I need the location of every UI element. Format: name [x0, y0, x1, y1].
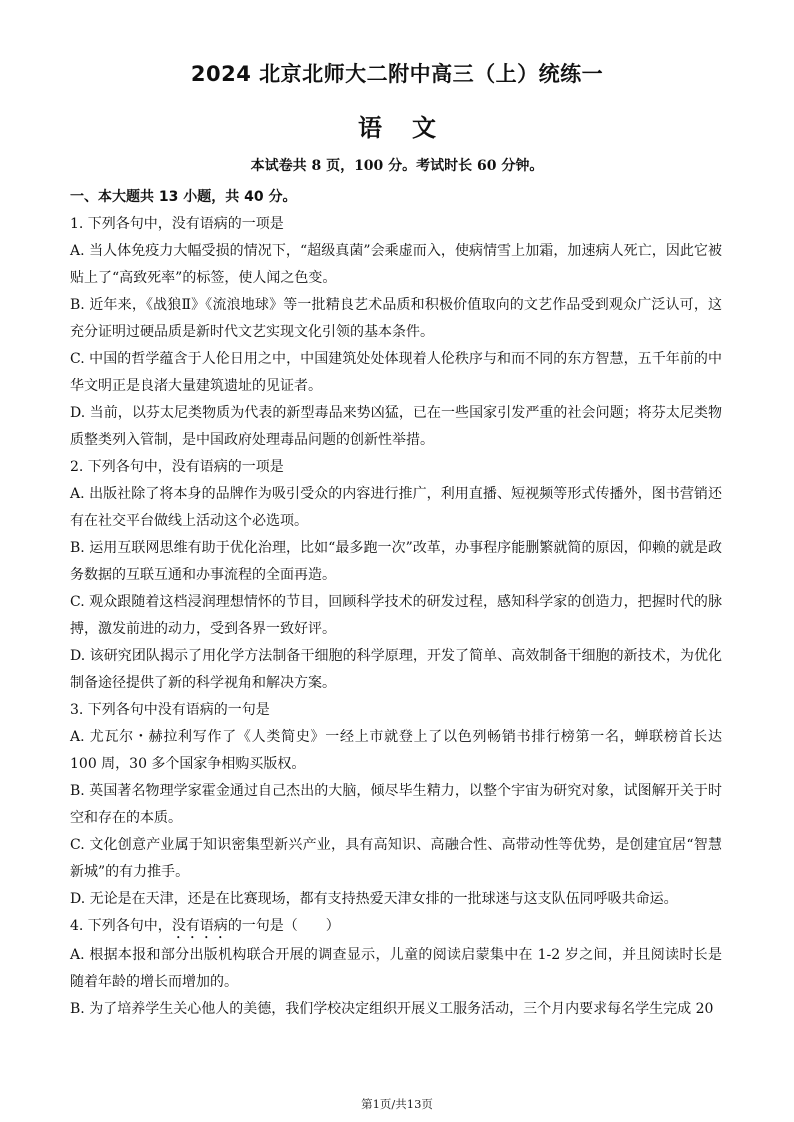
exam-title: 2024 北京北师大二附中高三（上）统练一 [190, 62, 604, 86]
question-stem [70, 913, 722, 942]
page-number: 第1页/共13页 [361, 1097, 433, 1111]
option-a: A. 根据本报和部分出版机构联合开展的调查显示，儿童的阅读启蒙集中在 1-2 岁之间，并且阅读时长是随着年龄的增长而增加的。 [70, 947, 722, 990]
option-d: D. 该研究团队揭示了用化学方法制备干细胞的科学原理，开发了简单、高效制备干细胞的新技术，为优化制备途径提供了新的科学视角和解决方案。 [70, 648, 722, 691]
section-heading: 一、本大题共 13 小题，共 40 分。 [70, 189, 297, 205]
option-b: B. 为了培养学生关心他人的美德，我们学校决定组织开展义工服务活动，三个月内要求每名学生完成 20 [70, 1001, 714, 1017]
option-d: D. 当前，以芬太尼类物质为代表的新型毒品来势凶猛，已在一些国家引发严重的社会问题；将芬太尼类物质整类列入管制，是中国政府处理毒品问题的创新性举措。 [70, 405, 722, 448]
question-3 [70, 697, 722, 913]
option-a: A. 尤瓦尔・赫拉利写作了《人类简史》一经上市就登上了以色列畅销书排行榜第一名，蝉联榜首长达 100 周，30 多个国家争相购买版权。 [70, 729, 722, 772]
question-2 [70, 454, 722, 697]
option-d: D. 无论是在天津，还是在比赛现场，都有支持热爱天津女排的一批球迷与这支队伍同呼吸共命运。 [70, 891, 678, 907]
question-1 [70, 211, 722, 454]
option-b: B. 运用互联网思维有助于优化治理，比如“最多跑一次”改革，办事程序能删繁就简的原因，仰赖的就是政务数据的互联互通和办事流程的全面再造。 [70, 540, 722, 583]
question-4 [70, 913, 722, 1023]
option-c: C. 中国的哲学蕴含于人伦日用之中，中国建筑处处体现着人伦秩序与和而不同的东方智慧，五千年前的中华文明正是良渚大量建筑遗址的见证者。 [70, 351, 722, 394]
option-b: B. 英国著名物理学家霍金通过自己杰出的大脑，倾尽毕生精力，以整个宇宙为研究对象，试图解开关于时空和存在的本质。 [70, 783, 722, 826]
question-stem: 3. 下列各句中没有语病的一句是 [70, 702, 270, 718]
stem-emphasis: 没有语病 [171, 918, 228, 934]
option-a: A. 出版社除了将本身的品牌作为吸引受众的内容进行推广，利用直播、短视频等形式传播外，图书营销还有在社交平台做线上活动这个必选项。 [70, 486, 722, 529]
stem-prefix: 4. 下列各句中， [70, 918, 172, 934]
document-body [70, 184, 722, 1023]
stem-suffix: 的一句是（ ） [227, 918, 340, 934]
option-c: C. 文化创意产业属于知识密集型新兴产业，具有高知识、高融合性、高带动性等优势，是创建宜居“智慧新城”的有力推手。 [70, 837, 722, 880]
question-stem: 1. 下列各句中，没有语病的一项是 [70, 216, 284, 232]
exam-info: 本试卷共 8 页，100 分。考试时长 60 分钟。 [250, 158, 544, 174]
option-b: B. 近年来，《战狼Ⅱ》《流浪地球》等一批精良艺术品质和积极价值取向的文艺作品受到观众广泛认可，这充分证明过硬品质是新时代文艺实现文化引领的基本条件。 [70, 297, 722, 340]
option-c: C. 观众跟随着这档浸润理想情怀的节目，回顾科学技术的研发过程，感知科学家的创造力，把握时代的脉搏，激发前进的动力，受到各界一致好评。 [70, 594, 722, 637]
subject-heading: 语文 [358, 114, 466, 142]
option-a: A. 当人体免疫力大幅受损的情况下，“超级真菌”会乘虚而入，使病情雪上加霜，加速病人死亡，因此它被贴上了“高致死率”的标签，使人闻之色变。 [70, 243, 722, 286]
question-stem: 2. 下列各句中，没有语病的一项是 [70, 459, 284, 475]
